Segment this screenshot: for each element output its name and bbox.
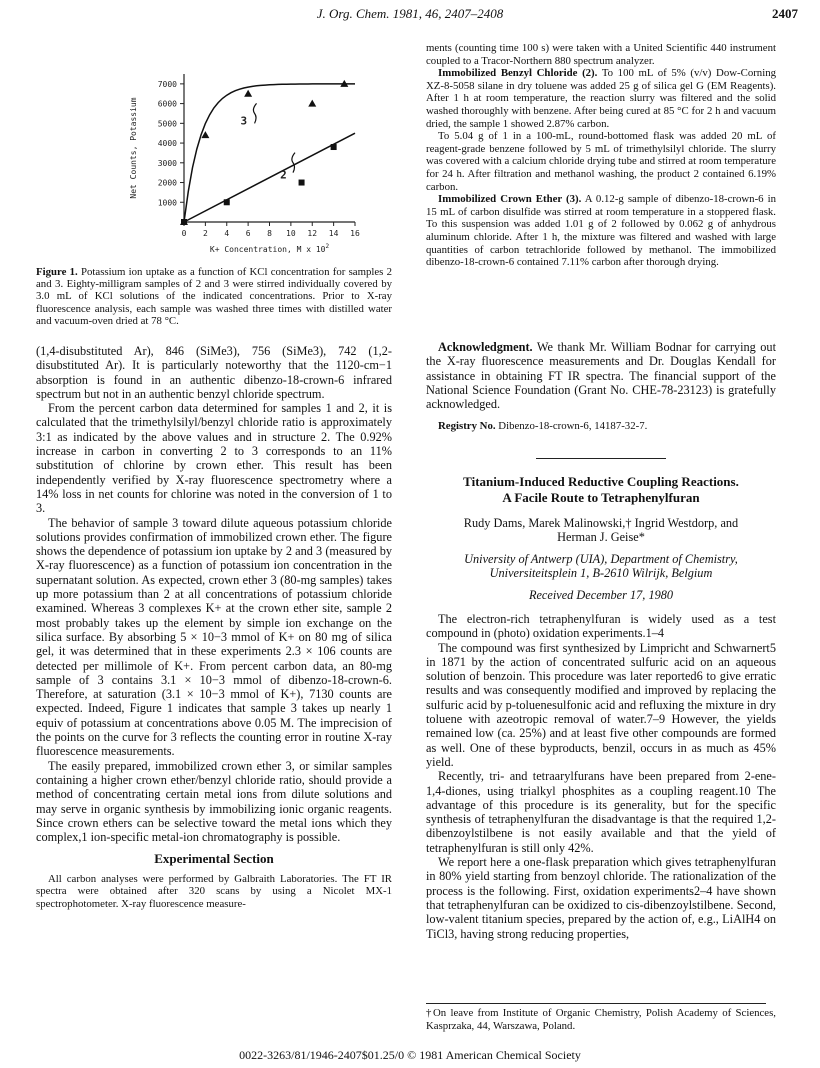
y-tick-label: 5000: [157, 119, 177, 129]
x-tick-label: 2: [202, 229, 208, 238]
y-tick-label: 1000: [157, 198, 177, 208]
crown-heading: Immobilized Crown Ether (3).: [438, 193, 582, 206]
crown-paragraph: [426, 193, 776, 269]
affiliation-line-1: University of Antwerp (UIA), Department of Chemistry,: [464, 552, 738, 566]
y-tick-label: 7000: [157, 79, 177, 89]
y-tick-label: 3000: [157, 158, 177, 168]
benzyl-text: To 100 mL of 5% (v/v) Dow-Corning XZ-8-5058 silane in dry toluene was added 25 g of silica gel G (EM Reagents). After 1 h at room temperature, the reaction slurry was filtered and the solid washed thoroughly with benzene. After being cured at 85 °C for 2 h and vacuum dried, the sample 1 showed 2.87% carbon.: [426, 67, 777, 130]
acknowledgment-heading: Acknowledgment.: [438, 340, 533, 354]
series-2-point: [181, 219, 187, 225]
page-number: 2407: [772, 6, 798, 21]
series-2-point: [224, 199, 230, 205]
left-paragraph-1: (1,4-disubstituted Ar), 846 (SiMe3), 756 (SiMe3), 742 (1,2-disubstituted Ar). It is particularly noteworthy that the 1120-cm−1 absorption is found in an authentic dibenzo-18-crown-6 infrared spectrum but not in an authentic benzyl chloride spectrum.: [36, 344, 392, 401]
x-tick-label: 0: [181, 229, 187, 238]
x-tick-label: 4: [224, 229, 230, 238]
series-2-label: 2: [280, 168, 287, 182]
journal-citation: J. Org. Chem. 1981, 46, 2407–2408: [316, 6, 504, 21]
series-3-label: 3: [240, 114, 248, 128]
footnote-rule: [426, 1003, 766, 1004]
article-paragraph-4: We report here a one-flask preparation which gives tetraphenylfuran in 80% yield starting from benzoyl chloride. The rationalization of the process is the following. First, oxidation experiments2–4 have shown that tetraphenylfuran can be oxidized to cis-dibenzoylstilbene. Second, low-valent titanium species, prepared by the action of, e.g., LiAlH4 on TiCl3, having strong reducing properties,: [426, 855, 776, 941]
x-axis-label: K+ Concentration, M x $10^2$: [209, 243, 330, 254]
article-separator: [536, 458, 666, 459]
footnote: †On leave from Institute of Organic Chemistry, Polish Academy of Sciences, Kasprzaka, 44, Warszawa, Poland.: [426, 1007, 776, 1032]
article-paragraph-1: The electron-rich tetraphenylfuran is widely used as a test compound in (photo) oxidation experiments.1–4: [426, 612, 776, 641]
authors-line-2: Herman J. Geise*: [557, 530, 645, 544]
series-2-point: [331, 144, 337, 150]
figure-1-chart: [80, 66, 390, 266]
received-date: Received December 17, 1980: [528, 588, 674, 602]
article-header: [426, 474, 776, 603]
y-tick-label: 6000: [157, 99, 177, 109]
x-tick-label: 12: [307, 229, 318, 238]
figure-caption-label: Figure 1.: [36, 266, 78, 278]
series-2-point: [299, 180, 305, 186]
registry-heading: Registry No.: [438, 420, 496, 432]
series-2-pointer: [292, 153, 295, 173]
article-title-line-1: Titanium-Induced Reductive Coupling Reactions.: [463, 474, 739, 489]
authors-line-1: Rudy Dams, Marek Malinowski,† Ingrid Westdorp, and: [463, 516, 739, 530]
figure-caption: [36, 266, 392, 327]
y-tick-label: 4000: [157, 139, 177, 149]
x-tick-label: 10: [286, 229, 296, 238]
right-column-experimental: [426, 42, 776, 269]
running-header: [22, 6, 798, 28]
left-paragraph-2: From the percent carbon data determined for samples 1 and 2, it is calculated that the trimethylsilyl/benzyl chloride ratio is approximately 3:1 as indicated by the above values and in structure 2. The 0.92% increase in carbon in converting 2 to 3 corresponds to an 11% substitution of chlorine by crown ether. This result has been independently verified by X-ray fluorescence spectrometry where a 14% loss in net counts for chlorine was noted in the conversion of 1 to 3.: [36, 401, 392, 516]
left-column: [36, 344, 392, 910]
crown-text: A 0.12-g sample of dibenzo-18-crown-6 in 15 mL of carbon disulfide was stirred at room temperature in a stoppered flask. To this suspension was added 1.01 g of 2 followed by 0.062 g of anhydrous aluminum chloride. After 1 h, the mixture was filtered and washed with large quantities of carbon tetrachloride followed by methanol. The immobilized dibenzo-18-crown-6 contained 7.11% carbon after thorough drying.: [426, 193, 776, 269]
right-top-paragraph: ments (counting time 100 s) were taken with a United Scientific 440 instrument coupled to a Tracor-Northern 880 spectrum analyzer.: [426, 42, 776, 67]
series-3-point: [308, 100, 316, 107]
benzyl-heading: Immobilized Benzyl Chloride (2).: [438, 67, 598, 80]
series-2-line: [184, 133, 355, 222]
x-tick-label: 14: [328, 229, 339, 238]
page-footer: 0022-3263/81/1946-2407$01.25/0 © 1981 American Chemical Society: [239, 1048, 581, 1062]
acknowledgment-text: We thank Mr. William Bodnar for carrying out the X-ray fluorescence measurements and Dr. Douglas Kendall for assistance in obtaining FT IR spectra. The financial support of the National Science Foundation (Grant No. CHE-78-23123) is gratefully acknowledged.: [426, 340, 776, 412]
section-title: Experimental Section: [154, 851, 274, 867]
figure-caption-text: Potassium ion uptake as a function of KCl concentration for samples 2 and 3. Eighty-milligram samples of 2 and 3 were stirred individually covered by 3.0 mL of KCl solutions of the indicated concentrations. Prior to X-ray fluorescence analysis, each sample was washed three times with distilled water and vacuum-oven dried at 78 °C.: [36, 266, 393, 327]
benzyl-paragraph: [426, 67, 776, 130]
registry-block: [426, 420, 776, 433]
benzyl-paragraph-2: To 5.04 g of 1 in a 100-mL, round-bottomed flask was added 20 mL of reagent-grade benzene followed by 5 mL of trimethylsilyl chloride. The slurry was covered with a calcium chloride drying tube and stirred at room temperature for 24 h. After filtration and methanol washing, the product 2 contained 6.19% carbon.: [426, 130, 776, 193]
registry-text: Dibenzo-18-crown-6, 14187-32-7.: [498, 420, 648, 432]
left-paragraph-4: The easily prepared, immobilized crown ether 3, or similar samples containing a higher crown ether/benzyl chloride ratio, should provide a method of concentrating certain metal ions from dilute solutions and may serve in organic synthesis by immobilizing ionic organic reagents. Since crown ethers can be selective toward the metal ions which they complex,1 ion-specific metal-ion chromatography is possible.: [36, 758, 392, 845]
article-paragraph-2: The compound was first synthesized by Limpricht and Schwarnert5 in 1871 by the action of concentrated sulfuric acid on an aqueous solution of benzoin. This procedure was later reported6 to give erratic results and was consequently modified and improved by replacing the sulfuric acid by p-toluenesulfonic acid and refluxing the mixture in dry toluene with azeotropic removal of water.7–9 However, the yields remained low (ca. 25%) and at least five other compounds are formed as well. One of these byproducts, benzil, occurs in as much as 45% yield.: [426, 640, 776, 769]
right-column-article: [426, 612, 776, 941]
article-title-line-2: A Facile Route to Tetraphenylfuran: [502, 490, 700, 505]
experimental-paragraph: All carbon analyses were performed by Galbraith Laboratories. The FT IR spectra were obtained after 320 scans by using a Nicolet MX-1 spectrophotometer. X-ray fluorescence measure-: [36, 872, 392, 910]
acknowledgment-block: [426, 340, 776, 411]
x-tick-label: 16: [350, 229, 360, 238]
series-3-point: [244, 90, 252, 97]
y-tick-label: 2000: [157, 178, 177, 188]
article-paragraph-3: Recently, tri- and tetraarylfurans have been prepared from 2-ene-1,4-diones, using trialkyl phosphites as a coupling reagent.10 The advantage of this procedure is its generality, but for the specific synthesis of tetraphenylfuran the disadvantage is that the required 1,2-dibenzoylstilbene is not easily available and that the yield of tetraphenylfuran is still only 42%.: [426, 769, 776, 855]
left-paragraph-3: The behavior of sample 3 toward dilute aqueous potassium chloride solutions provides confirmation of immobilized crown ether. The figure shows the dependence of potassium ion uptake by 2 and 3 (measured by X-ray fluorescence) as a function of potassium ion concentration in the supernatant solution. As expected, crown ether 3 (80-mg samples) takes up more potassium than 2 at all concentrations of potassium chloride examined. Whereas 3 complexes K+ at the crown ether site, sample 2 most probably takes up the element by simple ion exchange on the silica surface. By absorbing 5 × 10−3 mmol of K+ on 80 mg of silica gel, it was determined that in these experiments 2.3 × 106 counts are detected per millimole of K+. From percent carbon data, an 80-mg sample of 3 contains 3.1 × 10−3 mmol of dibenzo-18-crown-6. Therefore, at saturation (3.1 × 10−3 mmol of K+), 7130 counts are expected. Indeed, Figure 1 indicates that sample 3 takes up nearly 1 equiv of potassium at concentrations above 0.05 M. The imprecision of the points on the curve for 3 reflects the counting error in routine X-ray fluorescence measurements.: [36, 515, 392, 759]
y-axis-label: Net Counts, Potassium: [129, 97, 138, 199]
series-3-pointer: [253, 103, 256, 123]
series-3-curve: [184, 84, 355, 222]
affiliation-line-2: Universiteitsplein 1, B-2610 Wilrijk, Belgium: [489, 566, 713, 580]
x-tick-label: 8: [267, 229, 272, 238]
x-tick-label: 6: [245, 229, 251, 238]
